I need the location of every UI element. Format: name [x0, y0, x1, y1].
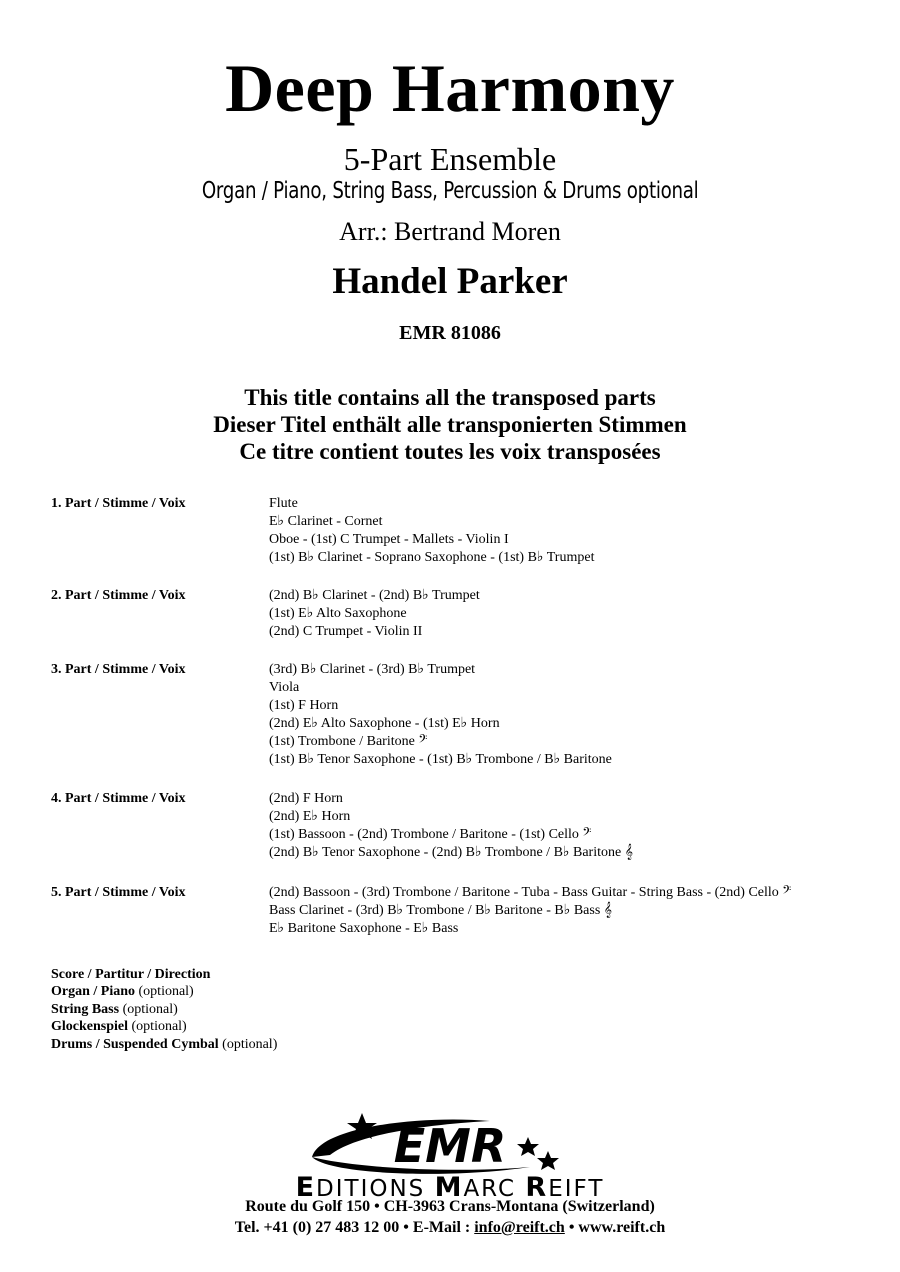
part-1-item: Oboe - (1st) C Trumpet - Mallets - Violin I — [269, 532, 509, 547]
publisher-name: EDITIONS MARC REIFT — [295, 1172, 605, 1203]
part-5-item: (2nd) Bassoon - (3rd) Trombone / Baritone - Tuba - Bass Guitar - String Bass - (2nd) Cello 𝄢 — [269, 885, 792, 900]
part-1-item: (1st) B♭ Clarinet - Soprano Saxophone - (1st) B♭ Trumpet — [269, 550, 595, 565]
instrumentation-text: Organ / Piano, String Bass, Percussion & Drums optional — [201, 178, 699, 204]
part-2-label: 2. Part / Stimme / Voix — [51, 588, 186, 603]
part-3-item: (1st) F Horn — [269, 698, 339, 713]
composer: Handel Parker — [332, 261, 568, 302]
extra-name: Score / Partitur / Direction — [51, 967, 211, 982]
part-3-item: (1st) Trombone / Baritone 𝄢 — [269, 734, 428, 749]
extra-parts-list — [51, 966, 277, 1053]
extra-item — [51, 1036, 277, 1053]
extra-note: (optional) — [138, 984, 194, 1000]
extra-name: String Bass — [51, 1001, 120, 1017]
website-text: • www.reift.ch — [564, 1219, 666, 1236]
extra-name: Organ / Piano — [51, 984, 136, 1000]
part-3-item: (1st) B♭ Tenor Saxophone - (1st) B♭ Trombone / B♭ Baritone — [269, 752, 612, 767]
part-3-list — [269, 661, 612, 769]
extra-note: (optional) — [222, 1036, 278, 1052]
part-2-list — [269, 587, 480, 641]
part-3-item: Viola — [269, 680, 300, 695]
catalog-number: EMR 81086 — [399, 322, 501, 344]
part-2-item: (2nd) C Trumpet - Violin II — [269, 624, 423, 639]
part-4-item: (1st) Bassoon - (2nd) Trombone / Baritone - (1st) Cello 𝄢 — [269, 827, 592, 842]
part-2-item: (1st) E♭ Alto Saxophone — [269, 606, 407, 621]
extra-item — [51, 1018, 277, 1035]
note-french: Ce titre contient toutes les voix transposées — [239, 439, 661, 464]
part-4-list — [269, 790, 633, 862]
part-4-label: 4. Part / Stimme / Voix — [51, 791, 186, 806]
logo-text: EMR — [393, 1119, 507, 1173]
note-english: This title contains all the transposed parts — [244, 385, 656, 410]
instrumentation — [0, 176, 900, 206]
part-4-item: (2nd) E♭ Horn — [269, 809, 351, 824]
extra-name: Drums / Suspended Cymbal — [51, 1036, 219, 1052]
extra-name: Glockenspiel — [51, 1019, 129, 1035]
subtitle: 5-Part Ensemble — [343, 141, 557, 177]
part-1-list — [269, 495, 594, 567]
part-3-item: (2nd) E♭ Alto Saxophone - (1st) E♭ Horn — [269, 716, 500, 731]
phone-text: Tel. +41 (0) 27 483 12 00 • E-Mail : — [234, 1219, 475, 1236]
publisher-address: Route du Golf 150 • CH-3963 Crans-Montana (Switzerland) — [245, 1198, 655, 1215]
arranger: Arr.: Bertrand Moren — [339, 217, 561, 246]
part-1-item: Flute — [269, 496, 298, 511]
part-1-item: E♭ Clarinet - Cornet — [269, 514, 383, 529]
part-1-label: 1. Part / Stimme / Voix — [51, 496, 186, 511]
extra-item — [51, 983, 277, 1000]
extra-item — [51, 1001, 277, 1018]
part-3-label: 3. Part / Stimme / Voix — [51, 662, 186, 677]
part-4-item: (2nd) B♭ Tenor Saxophone - (2nd) B♭ Trombone / B♭ Baritone 𝄞 — [269, 845, 633, 860]
email-link[interactable]: info@reift.ch — [474, 1219, 565, 1236]
part-4-item: (2nd) F Horn — [269, 791, 343, 806]
extra-note: (optional) — [122, 1001, 178, 1017]
part-3-item: (3rd) B♭ Clarinet - (3rd) B♭ Trumpet — [269, 662, 476, 677]
publisher-contact — [0, 1218, 900, 1238]
part-5-item: E♭ Baritone Saxophone - E♭ Bass — [269, 921, 459, 936]
extra-item — [51, 966, 277, 983]
part-5-label: 5. Part / Stimme / Voix — [51, 885, 186, 900]
part-5-list — [269, 884, 791, 938]
part-5-item: Bass Clarinet - (3rd) B♭ Trombone / B♭ Baritone - B♭ Bass 𝄞 — [269, 903, 613, 918]
page-title: Deep Harmony — [225, 50, 675, 126]
part-2-item: (2nd) B♭ Clarinet - (2nd) B♭ Trumpet — [269, 588, 480, 603]
extra-note: (optional) — [131, 1019, 187, 1035]
note-german: Dieser Titel enthält alle transponierten Stimmen — [213, 412, 687, 437]
